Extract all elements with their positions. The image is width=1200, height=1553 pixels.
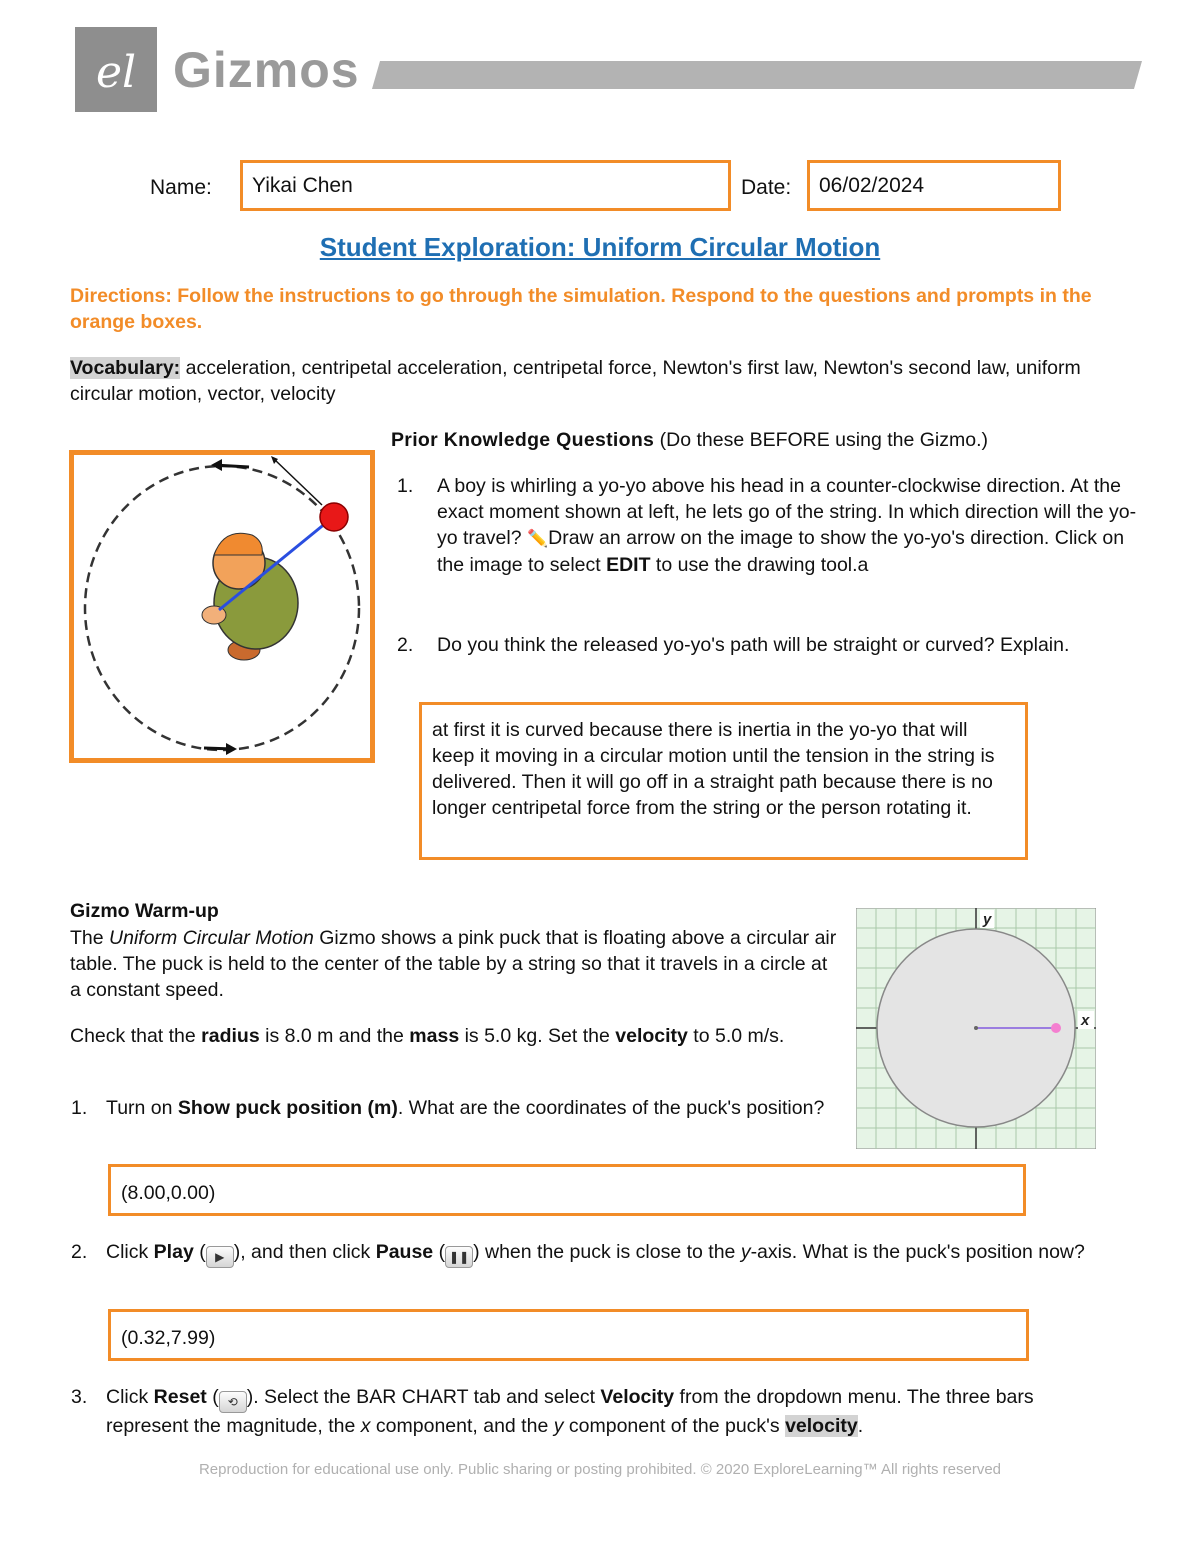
q3-text-f: component of the puck's (563, 1415, 786, 1437)
gizmo-name: Uniform Circular Motion (109, 927, 314, 949)
q2-text-b: ( (193, 1241, 206, 1263)
p2-text-d: to 5.0 m/s. (687, 1025, 785, 1047)
y-axis-label: y (983, 911, 992, 928)
warmup-q2-answer-box[interactable]: (0.32,7.99) (108, 1309, 1029, 1361)
q3-text-g: . (857, 1415, 864, 1437)
prior-question-1 (397, 473, 1142, 613)
prior-question-2 (397, 632, 1142, 688)
p2-text-b: is 8.0 m and the (259, 1025, 410, 1047)
question-text: Do you think the released yo-yo's path will be straight or curved? Explain. (437, 634, 1070, 656)
header-bar (372, 61, 1142, 89)
p2-text-c: is 5.0 kg. Set the (459, 1025, 616, 1047)
yoyo-drawing (74, 455, 370, 758)
edit-keyword: EDIT (606, 554, 651, 576)
q1-text-a: A boy is whirling a yo-yo above his head in a counter-clockwise direction. At the exact moment shown at left, he lets go of the string. In which direction will the yo-yo travel? (437, 475, 1137, 549)
footer-copyright: Reproduction for educational use only. Public sharing or posting prohibited. © 2020 ExploreLearning™ All rights reserved (198, 1461, 1002, 1478)
velocity-keyword: velocity (615, 1025, 688, 1047)
explorelearning-logo (75, 27, 157, 112)
q3-text-e: component, and the (370, 1415, 554, 1437)
q3-text-d: from the dropdown menu. The three bars represent the magnitude, the (106, 1386, 1034, 1437)
date-field[interactable]: 06/02/2024 (807, 160, 1061, 211)
y-italic: y (740, 1241, 751, 1263)
vocabulary-section (70, 355, 1140, 407)
velocity-highlight: velocity (785, 1415, 858, 1437)
p2-text-a: Check that the (70, 1025, 202, 1047)
p1-text-b: Gizmo shows a pink puck that is floating above a circular air table. The puck is held to the center of the table by a string so that it travels in a circle at a constant speed. (70, 927, 837, 1001)
warmup-paragraph-2 (70, 1023, 840, 1049)
q2-text-d: ( (433, 1241, 446, 1263)
question-number: 2. (71, 1241, 88, 1263)
orbit-arrow-bottom-head (226, 743, 237, 755)
q3-text-a: Click (106, 1386, 154, 1408)
question-text (106, 1239, 1116, 1268)
air-table-drawing (856, 908, 1096, 1149)
q2-text-e: ) when the puck is close to the (473, 1241, 741, 1263)
question-number: 3. (71, 1386, 88, 1408)
prior-knowledge-heading (391, 427, 988, 453)
warmup-heading: Gizmo Warm-up (70, 900, 219, 922)
show-puck-position-keyword: Show puck position (m) (177, 1097, 398, 1119)
vocabulary-label: Vocabulary: (70, 357, 181, 379)
reset-icon: ⟲ (219, 1391, 247, 1413)
radius-keyword: radius (201, 1025, 260, 1047)
pink-puck (1051, 1023, 1061, 1033)
q2-text-c: ), and then click (233, 1241, 376, 1263)
gizmo-air-table-image (856, 908, 1096, 1149)
play-keyword: Play (153, 1241, 194, 1263)
p1-text-a: The (70, 927, 110, 949)
logo-mark: el (95, 47, 137, 98)
q1-text-b: . What are the coordinates of the puck's position? (397, 1097, 825, 1119)
q1-text-c: to use the drawing tool.a (650, 554, 869, 576)
brand-name: Gizmos (173, 42, 360, 98)
q2-text-a: Click (106, 1241, 154, 1263)
reset-keyword: Reset (153, 1386, 207, 1408)
question-number: 1. (397, 475, 414, 497)
page-title: Student Exploration: Uniform Circular Motion (319, 232, 881, 262)
yoyo-ball (320, 503, 348, 531)
name-label: Name: (150, 176, 212, 199)
question-text (106, 1095, 826, 1121)
pause-icon: ❚❚ (445, 1246, 473, 1268)
pencil-icon: ✏️ (526, 529, 549, 548)
name-field[interactable]: Yikai Chen (240, 160, 731, 211)
table-center (974, 1026, 978, 1030)
q3-text-b: ( (206, 1386, 219, 1408)
orbit-arrow-top-head (211, 459, 222, 471)
velocity-keyword: Velocity (600, 1386, 675, 1408)
yoyo-illustration[interactable] (69, 450, 375, 763)
prior-heading-bold: Prior Knowledge Questions (391, 429, 655, 451)
warmup-paragraph-1 (70, 925, 840, 1003)
pause-keyword: Pause (375, 1241, 434, 1263)
warmup-question-1 (71, 1095, 831, 1151)
mass-keyword: mass (409, 1025, 460, 1047)
tangent-arrow (274, 459, 322, 505)
question-text (106, 1384, 1116, 1439)
y-italic: y (553, 1415, 564, 1437)
directions-text: Directions: Follow the instructions to go through the simulation. Respond to the questions and prompts in the orange boxes. (70, 285, 1092, 333)
play-icon: ▶ (206, 1246, 234, 1268)
question-number: 1. (71, 1097, 88, 1119)
prior-heading-note: (Do these BEFORE using the Gizmo.) (659, 429, 988, 451)
q3-text-c: ). Select the BAR CHART tab and select (246, 1386, 601, 1408)
question-number: 2. (397, 634, 414, 656)
q1-text-b: Draw an arrow on the image to show the yo-yo's direction. Click on the image to select (437, 527, 1125, 576)
warmup-q1-answer-box[interactable]: (8.00,0.00) (108, 1164, 1026, 1216)
q1-text-a: Turn on (106, 1097, 178, 1119)
question-text (437, 473, 1142, 578)
x-italic: x (360, 1415, 371, 1437)
prior-q2-answer-box[interactable]: at first it is curved because there is inertia in the yo-yo that will keep it moving in a circular motion until the tension in the string is delivered. Then it will go off in a straight path because there is no longer centripetal force from the string or the person rotating it. (419, 702, 1028, 860)
q2-text-f: -axis. What is the puck's position now? (750, 1241, 1085, 1263)
x-axis-label: x (1081, 1012, 1090, 1029)
vocabulary-terms: acceleration, centripetal acceleration, centripetal force, Newton's first law, Newton's second law, uniform circular motion, vector, velocity (70, 357, 1081, 405)
warmup-question-2 (71, 1239, 1141, 1295)
boy-hair (214, 533, 262, 555)
warmup-question-3 (71, 1384, 1141, 1440)
date-label: Date: (741, 176, 792, 199)
